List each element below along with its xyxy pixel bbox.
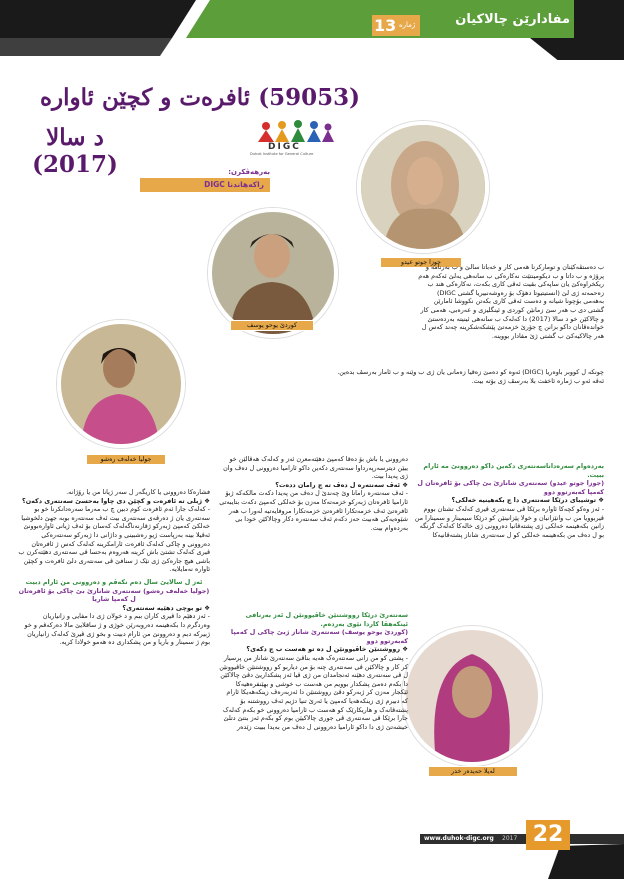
middle-column-top bbox=[218, 455, 408, 532]
logo-subtitle: Duhok Institute for General Culture bbox=[250, 152, 314, 156]
digc-logo bbox=[252, 120, 336, 158]
middle-text-top: دەروونی یا باش بۆ دەقا کەمپێ دهێتەمعرن ئەز و کەلەک هەڤالێن خو ییێن دیترسەرپەرداوا سەنتەری دکەین داکو ئاراميا دەروونی ل دەڤ وان ژی پەیدا بیت. bbox=[223, 455, 408, 481]
middle-question-2: ❖ رووشتنێن خاڤیوونێن ل دە تو هەست ب چ دکەی؟ bbox=[246, 645, 408, 654]
middle-subhead: سەنتەرێ درێکا رووشتنێن خاڤیوونێن ل ئەز بەرنافی ئینکەهڤا کاردا نێوی بەردەم. bbox=[245, 611, 408, 628]
left-question-1: ❖ ژبلی تە ئافرەت و کچێن دی چاوا بەحسێ سەنتەری دکەن؟ bbox=[22, 496, 210, 505]
woman-portrait-icon-2 bbox=[212, 212, 334, 334]
author-label: بەرهەڤکرن: bbox=[228, 168, 270, 176]
woman-portrait-icon bbox=[361, 125, 485, 249]
middle-answer-1: - ئەڤ سەنتەرە رامانا وێ چەندێ ل دەڤ من پەیدا دکەت مالکەکە ژبۆ ئارامیا ئافرەتان ژبەرکو خزمەتەکا مەزن بۆ خەلکی کەمپێ دکەت بتایبەتی ئافرەتێ ئەڤ خزمەتکارا ئافرەتێ خزمەتکارا مروفایەتیە لەورا ب هەر شێوەیەکی هەبیت حەز دکەم ئەڤ سەنتەرە دکار وچالاکێن خودا بی بەردەوام بیت. bbox=[219, 489, 408, 532]
right-column bbox=[414, 462, 604, 539]
caption-kurde: کوردێ یوحو یوسف bbox=[230, 320, 314, 331]
girl-portrait-icon bbox=[61, 324, 181, 444]
intro-text-2: چونکە ل کووبر باوەریا (DIGC) ئەوە کو دەمێ زەقیا زەمانی یان ژی ب وێنە و ب ئامار بەرسڤ بدەین. bbox=[337, 368, 604, 376]
left-text-top: فشارەکا دەروونی یا کاریگەر ل سەر ژیانا من یا رۆژانە. bbox=[66, 488, 210, 496]
intro-paragraph-2 bbox=[230, 368, 604, 385]
issue-label: ژمارە bbox=[399, 21, 416, 29]
middle-question-1: ❖ ئەڤ سەنتەرە ل دەڤ تە چ رامان ددەت؟ bbox=[275, 480, 408, 489]
issue-badge bbox=[372, 15, 420, 36]
right-subhead-name: (جوزا جوتو عیدو) سەنتەری شانازێ بێ چاکی بۆ ئافرەتان ل کەمپا کەبەرتوو دوو bbox=[417, 479, 604, 496]
page-number: 22 bbox=[532, 822, 564, 847]
middle-subhead-name: (کوردێ یوحو یوسف) سەنتەرێ شاناز ژبێ چاکی ل کەمپا کەبەرتوو دوو bbox=[230, 628, 408, 645]
intro-text-3: ئەڤە ئەو ب ژمارە ئاخفت بلا بەرسڤ ژی بۆتە بیت. bbox=[471, 376, 604, 385]
footer-bar bbox=[0, 822, 624, 879]
logo-text: DIGC bbox=[268, 142, 301, 152]
right-question-1: ❖ توشیبای درێکا سەنتەری دا چ بکەهینیە خەلکی؟ bbox=[451, 496, 604, 505]
header-bar bbox=[0, 0, 624, 60]
left-column bbox=[18, 488, 210, 647]
author-name: راکەهاندنا DIGC bbox=[204, 180, 264, 189]
right-answer-1: - ئەز وەکو کچەکا ئاوارە برێکا ڤی سەنتەری ڤیری کەلەک تشتان بووم ڤیربوویا من ب وانێزانیان و خولا پێزانینێن کو درێکا سیمینار و سمینارا من زانین بکەهینمە خەلکی ژی پشتەڤانیا دەروونی ژی خالەکا کەلەک گرنگە بو ل دەڤ من بکەهینمە خەلکی کو ل سەنتەری شاناز پشتەڤانیەکا bbox=[414, 504, 604, 539]
left-subhead-name: (جولیا خەلەف رەشو) سەنتەری شانازێ بێ چاکی بۆ ئافرەتان ل کەمپا شاریا bbox=[18, 586, 210, 604]
caption-layla: لەیلا حەیدەر خدر bbox=[428, 766, 518, 777]
photo-jouza bbox=[357, 121, 489, 253]
author-box bbox=[140, 178, 270, 192]
woman-portrait-icon-3 bbox=[406, 630, 538, 762]
left-subhead: ئەز ل سالایێ سال دەم نکەڤم و دەروونی من ئارام دبیت bbox=[25, 577, 203, 586]
footer-website[interactable]: www.duhok-digc.org bbox=[424, 835, 494, 842]
title-line-1: (59053) ئافرەت و کچێن ئاوارە bbox=[39, 84, 361, 111]
photo-kurde bbox=[208, 208, 338, 338]
footer-year: 2017 bbox=[502, 835, 518, 842]
caption-jouza: جوزا جوتو عیدو bbox=[380, 257, 462, 268]
caption-julia: جولیا خەلەف رەشو bbox=[86, 454, 166, 465]
left-question-2: ❖ تو بوچی دهێیە سەنتەری؟ bbox=[122, 603, 210, 612]
section-title: مفادارێن چالاکیان bbox=[455, 12, 570, 27]
right-subhead: بەردەوام سەرەداناسەنتەری دکەین داکو دەروونێ مە ئارام ببیت. bbox=[423, 462, 604, 479]
issue-number: 13 bbox=[374, 16, 397, 35]
photo-layla bbox=[402, 626, 542, 766]
title-line-2: د سالا (2017) bbox=[32, 124, 118, 178]
middle-answer-2: - پشتی کو من زانی سەنتەرەک هەیە بناڤێ سەنتەرێ شاناز من پرسیار کر کار و چالاکێن ڤی سەنتەری چنە بۆ من دیاربو کو رووشتنێن خاڤیوونێن ل ڤی سەنتەری دهێنە ئەنجامدان من ژی ڤیا ئەز پشکداریێ دڤێ چالاکێن دا بکەم دەمێ پشکدار بوویم من هەست ب خوشی و بهێنفرەهیەکا ئێکجار مەزن کر ژبەرکو دڤێ رووشتنێن دا ئەزبەرەڤ زینکەهەیکا ئارام کە دبیرم ژی زینکەهەیا کەمپێ یا ئەرێ تنیا دژیم ئەڤ رووشتنە بۆ پشتەڤانەک و هاریکارێک کو هەست ب ئاراميا دەروونی خو بکەم کەلەک جارا برێکا ڤی سەنتەری ڤی جوری چالاکیێن بوم کو بکەم ئەز بنتێ دتلێ خیشەتێ ژی دا داکو ئاراميا دەروونی ل دەڤ من بەیدا ببیت زێدەر bbox=[219, 653, 408, 731]
middle-column-bottom bbox=[218, 611, 408, 731]
photo-julia bbox=[57, 320, 185, 448]
intro-paragraph bbox=[416, 263, 604, 340]
page-number-badge bbox=[526, 820, 570, 850]
left-answer-1: - کەلەک جارا ئەم ئافرەت کوم دبین چ ب مەرما سەرەدانکرنا خو بو سەنتەری یان ژ دەرڤەی سەنتەری بیت ئەڤ سەنتەرە بوبە جهێ دلخوشیا خەلکێ کەمپێ ژبەرکو ژقارنەناگەلەک کەسان بۆ ئەڤ ژیانی ئاوارەبوونێ ئەڤیلا بینە بەرپاست ژیو رەشبینی و داژانی دا ژبەرکو سەنتەرەکی دەروونی و چاکی کەلەک ئافرەت ئارامکرینە کەلەک کەس ژ ئافرەتان ڤیری کەلەک تشتێ باش کرینە هەروەم بەحسا ڤی سەنتەری دهێتەکرن ب باشی هیچ جارەکێ ژی نێک ژ سنافێ ڤی سەنتەری دلێ ئافرەت و کچێن ئاوارە نەمایلایە. bbox=[18, 505, 210, 574]
intro-text: ب دەستڤەکێنان و تومارکرنا هەمی کار و خەباتا سالێ و ب بەرنامە و پرۆژە و ب داتا و ب دیکومینتێت نەکارەکی ب سانەهی یەلێ ئەکەم هەم ریکخراوەکێ یان ساپەکی بقیت ئەڤی کاری بکەت، نەکارەکی هند ب زەحمەتە ژی لێ (انستیتیوتا دهۆک بۆ رەوشەنبیریا گشتی DIGC) بەهەمی بۆچونا شیانە و دەست ئەڤی کاری بکەتن نکووشا ئامارێن گشتی دی ب هەر سێ زمانێن کوردی و ئینگلیزی و عەرەبی، هەمی کار و چالاکێن خو د سالا (2017) دا کەلەک ب سانەهی ئینیتە بەردەستێ خواندەڤانان داکو بزانن چ جۆرێ خزمەتێ پێشکەشکرینە چەند کەس ل هەر چالاکیەکێ ب گشتی ژێ مفادار بووینە. bbox=[418, 263, 604, 340]
left-answer-2: - ئەز دهێم دا ڤیری کاران ببم و د خولان ژی دا مفایی و زانیاریان وەردگرم دا بکەهینمە دەروبەرێن خوژی و ژ ساقلایێ مالا دەرکەڤم و خو ژبیرکە دبم و دەروونێ من ئارام دبیت و بخو ژی ڤیرێ کەلەک زانیاریان بوم ژ سمینار و باریا و من پشکداری دە هەمو خولادا کریە. bbox=[24, 612, 210, 647]
